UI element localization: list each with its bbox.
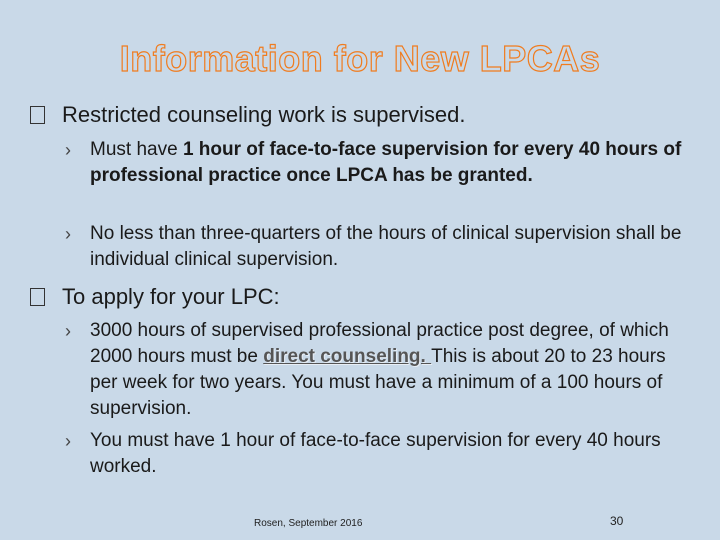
chevron-right-icon: › (65, 431, 71, 451)
sub-bullet-item (65, 221, 685, 275)
checkbox-bullet-icon (30, 288, 45, 306)
sub-bullet-item (65, 137, 685, 217)
bullet-text: To apply for your LPC: (62, 284, 280, 309)
slide-title: Information for New LPCAs (119, 38, 601, 79)
chevron-right-icon: › (65, 321, 71, 341)
sub-bullet-text (90, 318, 690, 422)
sub-bullet-text: You must have 1 hour of face-to-face supervision for every 40 hours worked. (90, 430, 661, 477)
sub-bullet-item (65, 428, 685, 482)
sub-bullet-text-lead: Must have (90, 139, 183, 160)
sub-bullet-text: No less than three-quarters of the hours of clinical supervision shall be individual clinical supervision. (90, 223, 682, 270)
bullet-text: Restricted counseling work is supervised. (62, 102, 466, 127)
sub-bullet-text (90, 137, 690, 189)
sub-bullet-item (65, 318, 685, 424)
page-number: 30 (610, 514, 624, 528)
sub-bullet-text-lead: 3000 hours of supervised professional practice post degree, of which 2000 hours must be (90, 320, 669, 367)
sub-bullet-text-bold: 1 hour of face-to-face supervision for every 40 hours of professional practice once LPCA has be granted. (90, 139, 682, 186)
chevron-right-icon: › (65, 140, 71, 160)
emphasized-phrase: direct counseling. (263, 346, 432, 367)
chevron-right-icon: › (65, 224, 71, 244)
checkbox-bullet-icon (30, 106, 45, 124)
slide-footer: Rosen, September 2016 (254, 518, 363, 529)
sub-bullet-text-tail: This is about 20 to 23 hours per week for two years. You must have a minimum of a 100 hours of supervision. (90, 346, 666, 419)
